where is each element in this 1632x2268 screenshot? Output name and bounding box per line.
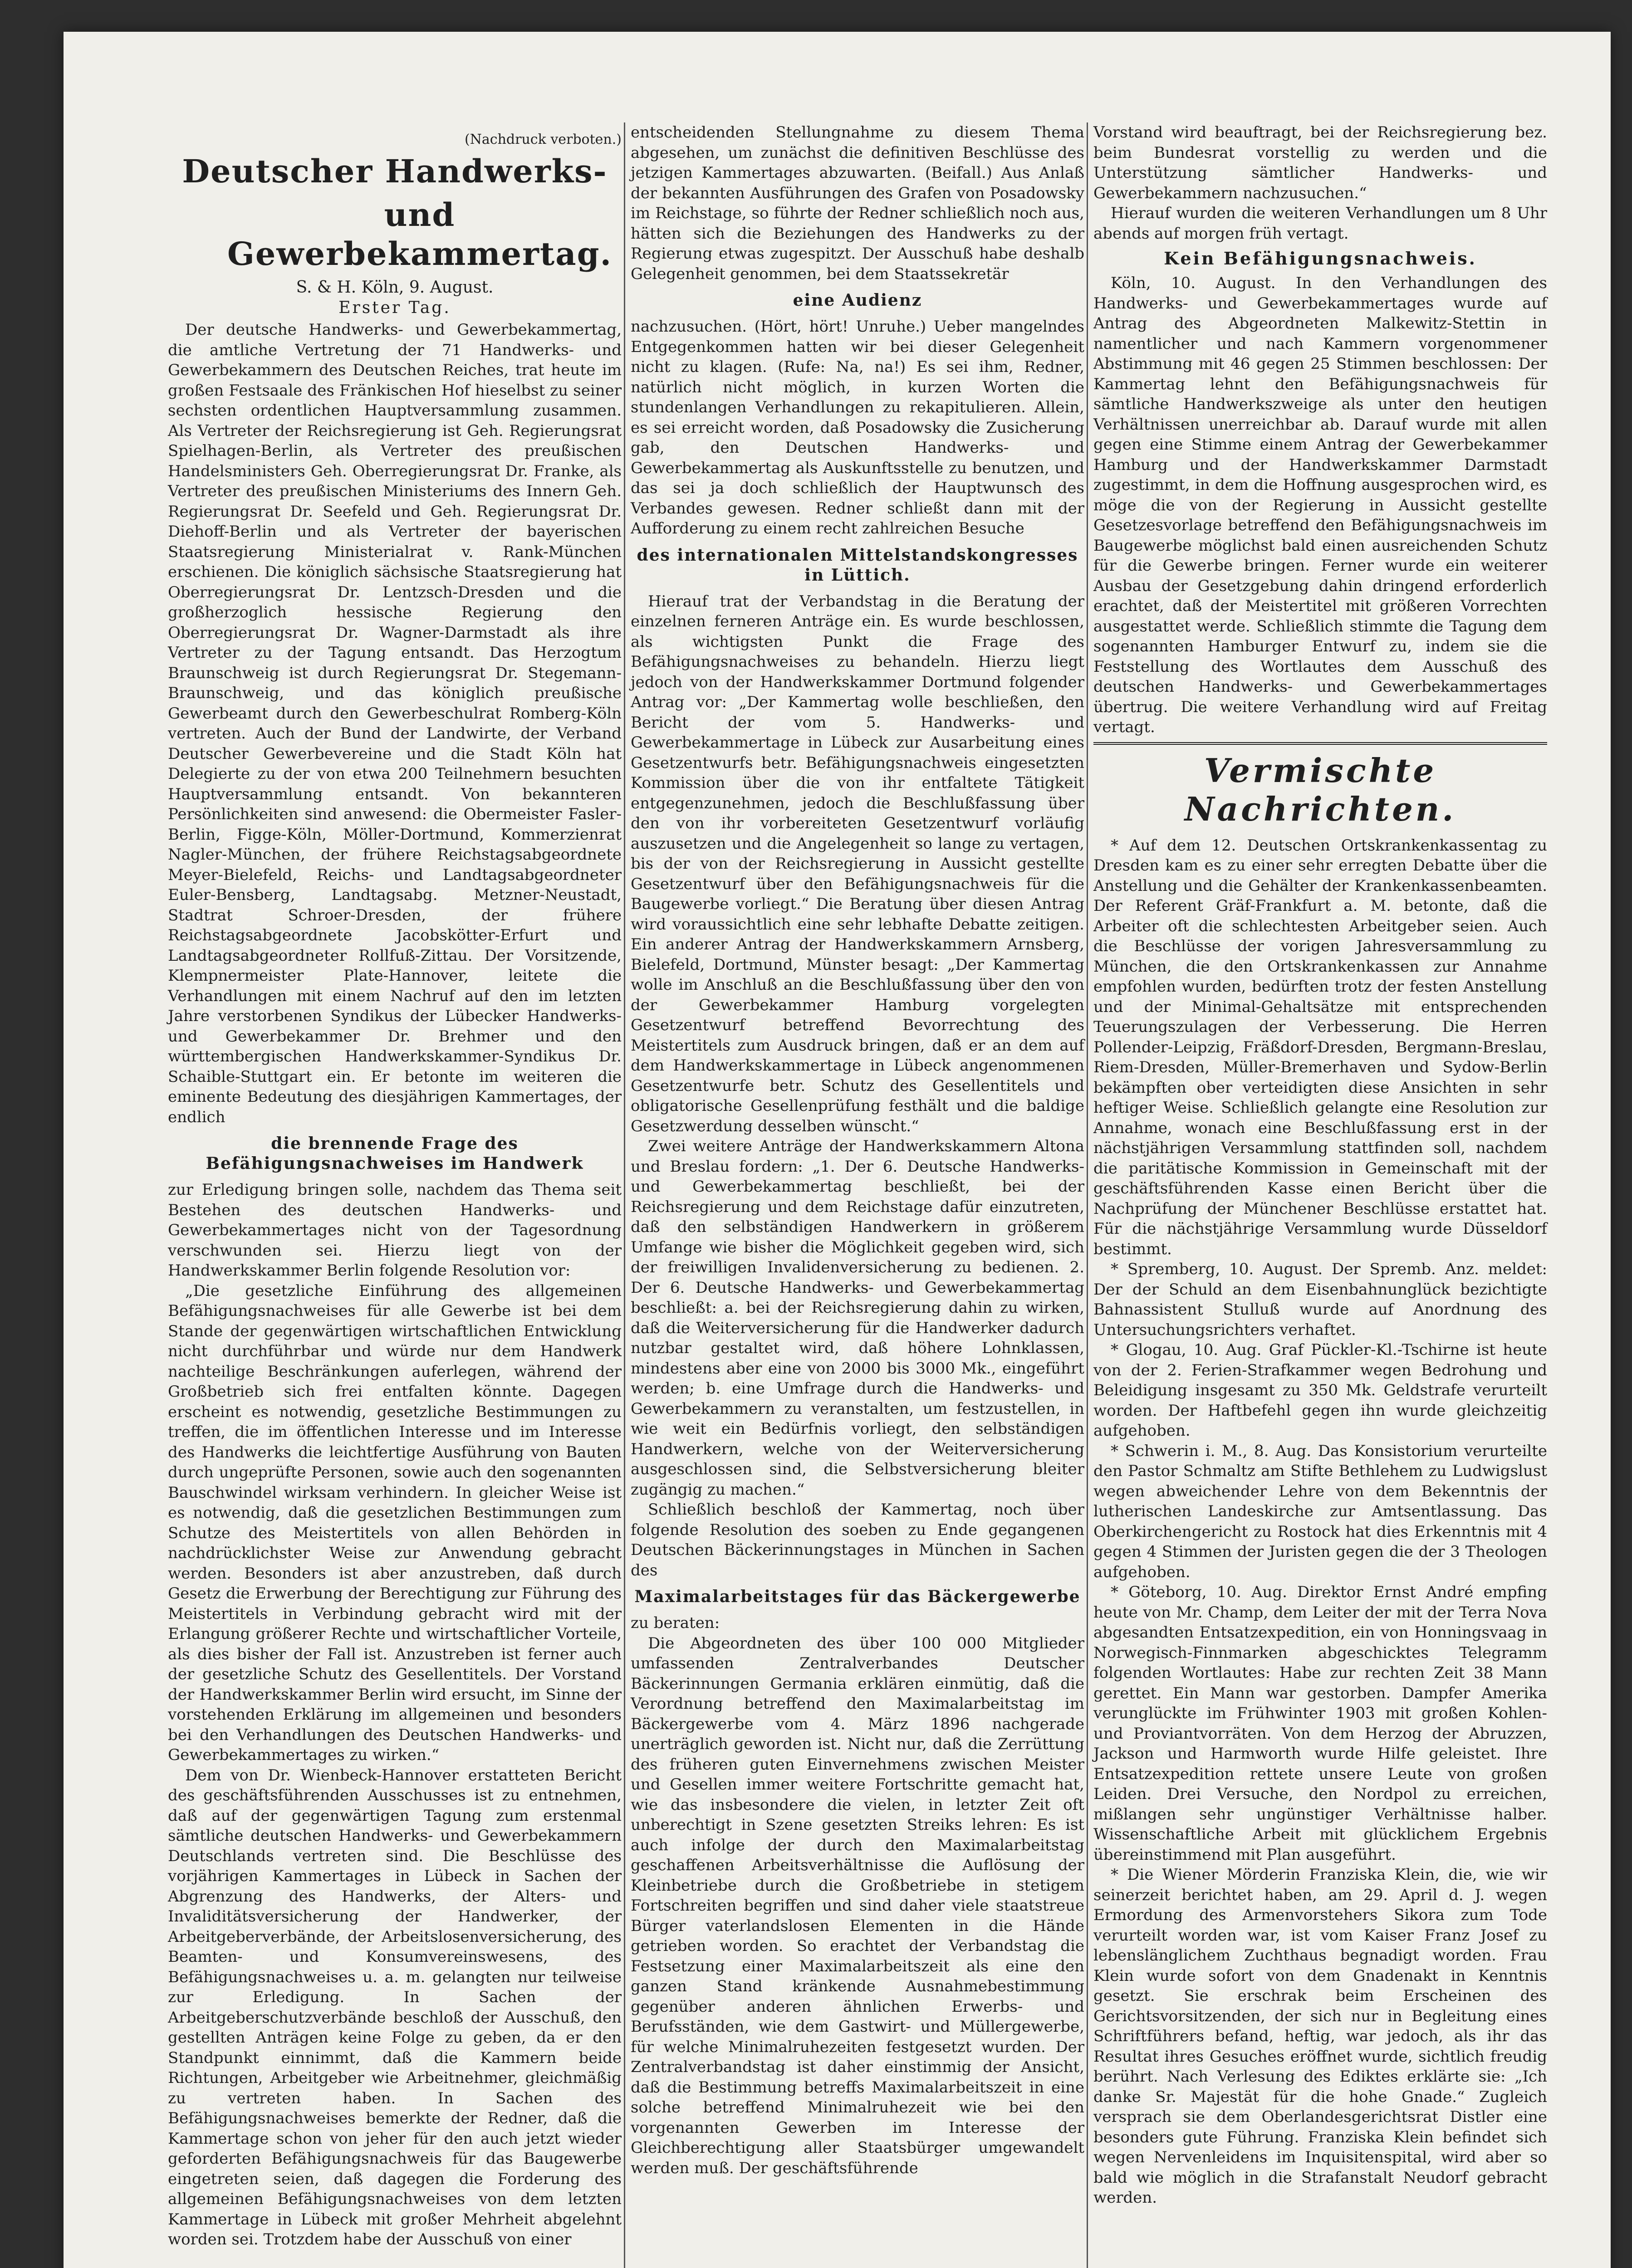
article-subheading: Maximalarbeitstages für das Bäckergewerbe bbox=[634, 1587, 1081, 1606]
column-3 bbox=[1093, 122, 1547, 2208]
article-paragraph: Köln, 10. August. In den Verhandlungen des Handwerks- und Gewerbekammertages wurde auf Antrag des Abgeordneten Malkewitz-Stettin in namentlicher und nach Kammern vorgenommener Abstimmung mit 46 gegen 25 Stimmen beschlossen: Der Kammertag lehnt den Befähigungsnachweis für sämtliche Handwerkszweige als unter den heutigen Verhältnissen unerreichbar ab. Darauf wurde mit allen gegen eine Stimme einem Antrag der Gewerbekammer Hamburg und der Handwerkskammer Darmstadt zugestimmt, in dem die Hoffnung ausgesprochen wird, es möge die von der Regierung in Aussicht gestellte Gesetzesvorlage betreffend den Befähigungsnachweis im Baugewerbe möglichst bald einen ausreichenden Schutz für die Gewerbe bringen. Ferner wurde ein weiterer Ausbau der Gesetzgebung dahin dringend erforderlich erachtet, daß der Meistertitel mit größeren Vorrechten ausgestattet werde. Schließlich stimmte die Tagung dem sogenannten Hamburger Entwurf zu, indem sie die Feststellung des Wortlautes dem Ausschuß des deutschen Handwerks- und Gewerbekammertages übertrug. Die weitere Verhandlung wird auf Freitag vertagt. bbox=[1093, 274, 1547, 736]
reprint-note: (Nachdruck verboten.) bbox=[464, 132, 622, 147]
news-item: * Glogau, 10. Aug. Graf Pückler-Kl.-Tschirne ist heute von der 2. Ferien-Strafkammer wegen Bedrohung und Beleidigung insgesamt zu 350 Mk. Geldstrafe verurteilt worden. Der Haftbefehl gegen ihn wurde gleichzeitig aufgehoben. bbox=[1093, 1341, 1547, 1440]
article-paragraph: nachzusuchen. (Hört, hört! Unruhe.) Ueber mangelndes Entgegenkommen hatten wir bei dieser Gelegenheit nicht zu klagen. (Rufe: Na, na!) Es sei ihm, Redner, natürlich nicht möglich, in kurzen Worten die stundenlangen Verhandlungen zu rekapitulieren. Allein, es sei erreicht worden, daß Posadowsky die Zusicherung gab, den Deutschen Handwerks- und Gewerbekammertag als Auskunftsstelle zu benutzen, und das sei ja doch schließlich der Hauptwunsch des Verbandes gewesen. Redner schließt dann mit der Aufforderung zu einem recht zahlreichen Besuche bbox=[631, 318, 1084, 538]
article-paragraph: zu beraten: bbox=[631, 1614, 720, 1632]
news-item: * Göteborg, 10. Aug. Direktor Ernst André empfing heute von Mr. Champ, dem Leiter der mit der Terra Nova abgesandten Entsatzexpedition, ein von Honningsvaag in Norwegisch-Finnmarken abgeschicktes Telegramm folgenden Wortlautes: Habe zur rechten Zeit 38 Mann gerettet. Ein Mann war gestorben. Dampfer Amerika verunglückte im Frühwinter 1903 mit großen Kohlen- und Proviantvorräten. Von dem Herzog der Abruzzen, Jackson und Harmworth wurde Hilfe geleistet. Ihre Entsatzexpedition rettete unsere Leute von großen Leiden. Drei Versuche, den Nordpol zu erreichen, mißlangen sehr ungünstiger Verhältnisse halber. Wissenschaftliche Arbeit mit glücklichem Ergebnis übereinstimmend mit Plan ausgeführt. bbox=[1093, 1583, 1547, 1864]
article-paragraph: Schließlich beschloß der Kammertag, noch über folgende Resolution des soeben zu Ende gegangenen Deutschen Bäckerinnungstages in München in Sachen des bbox=[631, 1501, 1084, 1579]
article-paragraph: entscheidenden Stellungnahme zu diesem Thema abgesehen, um zunächst die definitiven Beschlüsse des jetzigen Kammertages abzuwarten. (Beifall.) Aus Anlaß der bekannten Ausführungen des Grafen von Posadowsky im Reichstage, so führte der Redner schließlich noch aus, hätten sich die Beziehungen des Handwerks zu der Regierung etwas zugespitzt. Der Ausschuß habe deshalb Gelegenheit genommen, bei dem Staatssekretär bbox=[631, 123, 1084, 283]
article-subheading: des internationalen Mittelstandskongresses in Lüttich. bbox=[637, 545, 1078, 585]
article-paragraph: Dem von Dr. Wienbeck-Hannover erstatteten Bericht des geschäftsführenden Ausschusses ist zu entnehmen, daß auf der gegenwärtigen Tagung zum erstenmal sämtliche deutschen Handwerks- und Gewerbekammern Deutschlands vertreten sind. Die Beschlüsse des vorjährigen Kammertages in Lübeck in Sachen der Abgrenzung des Handwerks, der Alters- und Invaliditätsversicherung der Handwerker, der Arbeitgeberverbände, der Arbeitslosenversicherung, des Beamten- und Konsumvereinswesens, des Befähigungsnachweises u. a. m. gelangten nur teilweise zur Erledigung. In Sachen der Arbeitgeberschutzverbände beschloß der Ausschuß, den gestellten Anträgen keine Folge zu geben, da er den Standpunkt einnimmt, daß die Kammern beide Richtungen, Arbeitgeber wie Arbeitnehmer, gleichmäßig zu vertreten haben. In Sachen des Befähigungsnachweises bemerkte der Redner, daß die Kammertage schon von jeher für den auch jetzt wieder geforderten Befähigungsnachweis für das Baugewerbe eingetreten seien, daß dagegen die Forderung des allgemeinen Befähigungsnachweises von dem letzten Kammertage in Lübeck mit großer Mehrheit abgelehnt worden sei. Trotzdem habe der Ausschuß von einer bbox=[168, 1766, 622, 2248]
article-dateline: S. & H. Köln, 9. August. bbox=[296, 278, 494, 297]
news-item: * Auf dem 12. Deutschen Ortskrankenkassentag zu Dresden kam es zu einer sehr erregten Debatte über die Anstellung und die Gehälter der Krankenkassenbeamten. Der Referent Gräf-Frankfurt a. M. betonte, daß die Arbeiter oft die schlechtesten Arbeitgeber seien. Auch die Beschlüsse der vorigen Jahresversammlung zu München, die den Ortskrankenkassen zur Annahme empfohlen wurden, bedürften trotz der festen Anstellung und der Minimal-Gehaltsätze mit entsprechenden Teuerungszulagen der Verbesserung. Die Herren Pollender-Leipzig, Fräßdorf-Dresden, Bergmann-Breslau, Riem-Dresden, Müller-Bremerhaven und Sydow-Berlin bekämpften ober verteidigten diese Ansichten in sehr heftiger Weise. Schließlich gelangte eine Resolution zur Annahme, wonach eine Beschlußfassung erst in der nächstjährigen Versammlung stattfinden soll, nachdem die paritätische Kommission in Gemeinschaft mit der geschäftsführenden Kasse einen Bericht über die Nachprüfung der Münchener Beschlüsse erstattet hat. Für die nächstjährige Versammlung wurde Düsseldorf bestimmt. bbox=[1093, 836, 1547, 1258]
column-rule bbox=[1087, 122, 1088, 2268]
news-item: * Schwerin i. M., 8. Aug. Das Konsistorium verurteilte den Pastor Schmaltz am Stifte Bethlehem zu Ludwigslust wegen abweichender Lehre von dem Bekenntnis der lutherischen Landeskirche zur Amtsentlassung. Das Oberkirchengericht zu Rostock hat dies Erkenntnis mit 4 gegen 4 Stimmen der Juristen gegen die der 3 Theologen aufgehoben. bbox=[1093, 1442, 1547, 1581]
article-paragraph: Hierauf wurden die weiteren Verhandlungen um 8 Uhr abends auf morgen früh vertagt. bbox=[1093, 204, 1547, 243]
article-headline-line2: und Gewerbekammertag. bbox=[227, 196, 612, 273]
column-1 bbox=[168, 132, 622, 2250]
column-2 bbox=[631, 122, 1084, 2178]
article-paragraph: Der deutsche Handwerks- und Gewerbekammertag, die amtliche Vertretung der 71 Handwerks- und Gewerbekammern des Deutschen Reiches, trat heute im großen Festsaale des Fränkischen Hof hieselbst zu seiner sechsten ordentlichen Hauptversammlung zusammen. Als Vertreter der Reichsregierung ist Geh. Regierungsrat Spielhagen-Berlin, als Vertreter des preußischen Handelsministers Geh. Oberregierungsrat Dr. Franke, als Vertreter des preußischen Ministeriums des Innern Geh. Regierungsrat Dr. Seefeld und Geh. Regierungsrat Dr. Diehoff-Berlin und als Vertreter der bayerischen Staatsregierung Ministerialrat v. Rank-München erschienen. Die königlich sächsische Staatsregierung hat Oberregierungsrat Dr. Lentzsch-Dresden und die großherzoglich hessische Regierung den Oberregierungsrat Dr. Wagner-Darmstadt als ihre Vertreter zu der Tagung entsandt. Das Herzogtum Braunschweig ist durch Regierungsrat Dr. Stegemann-Braunschweig, und das königlich preußische Gewerbeamt durch den Gewerbeschulrat Romberg-Köln vertreten. Auch der Bund der Landwirte, der Verband Deutscher Gewerbevereine und die Stadt Köln hat Delegierte zu der von etwa 200 Teilnehmern besuchten Hauptversammlung entsandt. Von bekannteren Persönlichkeiten sind anwesend: die Obermeister Fasler-Berlin, Figge-Köln, Möller-Dortmund, Kommerzienrat Nagler-München, der frühere Reichstagsabgeordnete Meyer-Bielefeld, Reichs- und Landtagsabgeordneter Euler-Bensberg, Landtagsabg. Metzner-Neustadt, Stadtrat Schroer-Dresden, der frühere Reichstagsabgeordnete Jacobskötter-Erfurt und Landtagsabgeordneter Rollfuß-Zittau. Der Vorsitzende, Klempnermeister Plate-Hannover, leitete die Verhandlungen mit einem Nachruf auf den im letzten Jahre verstorbenen Syndikus der Lübecker Handwerks- und Gewerbekammer Dr. Brehmer und den württembergischen Handwerkskammer-Syndikus Dr. Schaible-Stuttgart ein. Er betonte im weiteren die eminente Bedeutung des diesjährigen Kammertages, der endlich bbox=[168, 321, 622, 1126]
article-paragraph: Vorstand wird beauftragt, bei der Reichsregierung bez. beim Bundesrat vorstellig zu werden und die Unterstützung sämtlicher Handwerks- und Gewerbekammern nachzusuchen.“ bbox=[1093, 123, 1547, 202]
article-paragraph: „Die gesetzliche Einführung des allgemeinen Befähigungsnachweises für alle Gewerbe ist bei dem Stande der gegenwärtigen wirtschaftlichen Entwicklung nicht durchführbar und würde nur dem Handwerk nachteilige Beschränkungen auferlegen, während der Großbetrieb sich frei entfalten könnte. Dagegen erscheint es notwendig, gesetzliche Bestimmungen zu treffen, die im öffentlichen Interesse und im Interesse des Handwerks die leichtfertige Ausführung von Bauten durch ungeprüfte Personen, sowie auch den sogenannten Bauschwindel wirksam verhindern. In gleicher Weise ist es notwendig, daß die gesetzlichen Bestimmungen zum Schutze des Meistertitels von allen Behörden in nachdrücklichster Weise zur Anwendung gebracht werden. Besonders ist aber anzustreben, daß durch Gesetz die Erwerbung der Berechtigung zur Führung des Meistertitels in Verbindung gebracht wird mit der Erlangung größerer Rechte und wirtschaftlicher Vorteile, als dies bisher der Fall ist. Anzustreben ist ferner auch der gesetzliche Schutz des Gesellentitels. Der Vorstand der Handwerkskammer Berlin wird ersucht, im Sinne der vorstehenden Erklärung im allgemeinen und besonders bei den Verhandlungen des Deutschen Handwerks- und Gewerbekammertages zu wirken.“ bbox=[168, 1281, 622, 1764]
article-subheading: eine Audienz bbox=[793, 291, 922, 310]
article-headline-line1: Deutscher Handwerks- bbox=[182, 152, 608, 190]
article-paragraph: Die Abgeordneten des über 100 000 Mitglieder umfassenden Zentralverbandes Deutscher Bäckerinnungen Germania erklären einmütig, daß die Verordnung betreffend den Maximalarbeitstag im Bäckergewerbe vom 4. März 1896 nachgerade unerträglich geworden ist. Nicht nur, daß die Zerrüttung des früheren guten Einvernehmens zwischen Meister und Gesellen immer weitere Fortschritte gemacht hat, wie das insbesondere die vielen, in letzter Zeit oft unberechtigt in Szene gesetzten Streiks lehren: Es ist auch infolge der durch den Maximalarbeitstag geschaffenen Arbeitsverhältnisse die Auflösung der Kleinbetriebe durch die Großbetriebe in stetigem Fortschreiten begriffen und sind daher viele staatstreue Bürger vaterlandslosen Elementen in die Hände getrieben worden. So erachtet der Verbandstag die Festsetzung einer Maximalarbeitszeit als eine den ganzen Stand kränkende Ausnahmebestimmung gegenüber anderen ähnlichen Erwerbs- und Berufsständen, wie dem Gastwirt- und Müllergewerbe, für welche Minimalruhezeiten festgesetzt wurden. Der Zentralverbandstag ist daher einstimmig der Ansicht, daß die Bestimmung betreffs Maximalarbeitszeit in eine solche betreffend Minimalruhezeit wie bei den vorgenannten Gewerben im Interesse der Gleichberechtigung aller Staatsbürger umgewandelt werden muß. Der geschäftsführende bbox=[631, 1634, 1084, 2177]
miscellaneous-news-heading: Vermischte Nachrichten. bbox=[1093, 742, 1547, 828]
article-paragraph: Zwei weitere Anträge der Handwerkskammern Altona und Breslau fordern: „1. Der 6. Deutsche Handwerks- und Gewerbekammertag beschließt, bei der Reichsregierung und dem Reichstage dafür einzutreten, daß den selbständigen Handwerkern in größerem Umfange wie bisher die Möglichkeit gegeben wird, sich der freiwilligen Invalidenversicherung zu bedienen. 2. Der 6. Deutsche Handwerks- und Gewerbekammertag beschließt: a. bei der Reichsregierung dahin zu wirken, daß die Weiterversicherung für die Handwerker dadurch nutzbar gestaltet wird, daß höhere Lohnklassen, mindestens aber eine von 2000 bis 3000 Mk., eingeführt werden; b. eine Umfrage durch die Handwerks- und Gewerbekammern zu veranstalten, um festzustellen, in wie weit ein Bedürfnis vorliegt, den selbständigen Handwerkern, welche von der Weiterversicherung ausgeschlossen sind, die Selbstversicherung bleiter zugängig zu machen.“ bbox=[631, 1137, 1084, 1499]
section-heading: Kein Befähigungsnachweis. bbox=[1164, 248, 1477, 269]
news-item: * Spremberg, 10. August. Der Spremb. Anz. meldet: Der der Schuld an dem Eisenbahnunglück bezichtigte Bahnassistent Stulluß wurde auf Anordnung des Untersuchungsrichters verhaftet. bbox=[1093, 1260, 1547, 1339]
article-paragraph: zur Erledigung bringen solle, nachdem das Thema seit Bestehen des deutschen Handwerks- und Gewerbekammertages nicht von der Tagesordnung verschwunden sei. Hierzu liegt von der Handwerkskammer Berlin folgende Resolution vor: bbox=[168, 1181, 622, 1280]
column-rule bbox=[624, 122, 625, 2268]
article-subheading: die brennende Frage des Befähigungsnachweises im Handwerk bbox=[206, 1134, 584, 1173]
newspaper-page bbox=[64, 32, 1611, 2268]
article-day-label: Erster Tag. bbox=[338, 298, 451, 317]
news-item: * Die Wiener Mörderin Franziska Klein, die, wie wir seinerzeit berichtet haben, am 29. April d. J. wegen Ermordung des Armenvorstehers Sikora zum Tode verurteilt worden war, ist vom Kaiser Franz Josef zu lebenslänglichem Zuchthaus begnadigt worden. Frau Klein wurde sofort von dem Gnadenakt in Kenntnis gesetzt. Sie erschrak beim Erscheinen des Gerichtsvorsitzenden, der sich nur in Begleitung eines Schriftführers befand, heftig, war jedoch, als ihr das Resultat ihres Gesuches eröffnet wurde, sichtlich freudig berührt. Nach Verlesung des Ediktes erklärte sie: „Ich danke Sr. Majestät für die hohe Gnade.“ Zugleich versprach sie dem Oberlandesgerichtsrat Distler eine besonders gute Führung. Franziska Klein befindet sich wegen Nervenleidens im Inquisitenspital, wird aber so bald wie möglich in die Strafanstalt Neudorf gebracht werden. bbox=[1093, 1866, 1547, 2207]
article-paragraph: Hierauf trat der Verbandstag in die Beratung der einzelnen ferneren Anträge ein. Es wurde beschlossen, als wichtigsten Punkt die Frage des Befähigungsnachweises zu behandeln. Hierzu liegt jedoch von der Handwerkskammer Dortmund folgender Antrag vor: „Der Kammertag wolle beschließen, den Bericht der vom 5. Handwerks- und Gewerbekammertage in Lübeck zur Ausarbeitung eines Gesetzentwurfs betr. Befähigungsnachweis eingesetzten Kommission über die von ihr entfaltete Tätigkeit entgegenzunehmen, jedoch die Beschlußfassung über den von ihr vorbereiteten Gesetzentwurf vorläufig auszusetzen und die Angelegenheit so lange zu vertagen, bis der von der Reichsregierung in Aussicht gestellte Gesetzentwurf über den Befähigungsnachweis für die Baugewerbe vorliegt.“ Die Beratung über diesen Antrag wird voraussichtlich eine sehr lebhafte Debatte zeitigen. Ein anderer Antrag der Handwerkskammern Arnsberg, Bielefeld, Dortmund, Münster besagt: „Der Kammertag wolle im Anschluß an die Beschlußfassung über den von der Gewerbekammer Hamburg vorgelegten Gesetzentwurf betreffend Bevorrechtung des Meistertitels zum Ausdruck bringen, daß er an dem auf dem Handwerkskammertage in Lübeck angenommenen Gesetzentwurfe betr. Schutz des Gesellentitels und obligatorische Gesellenprüfung festhält und die baldige Gesetzwerdung desselben wünscht.“ bbox=[631, 592, 1084, 1135]
